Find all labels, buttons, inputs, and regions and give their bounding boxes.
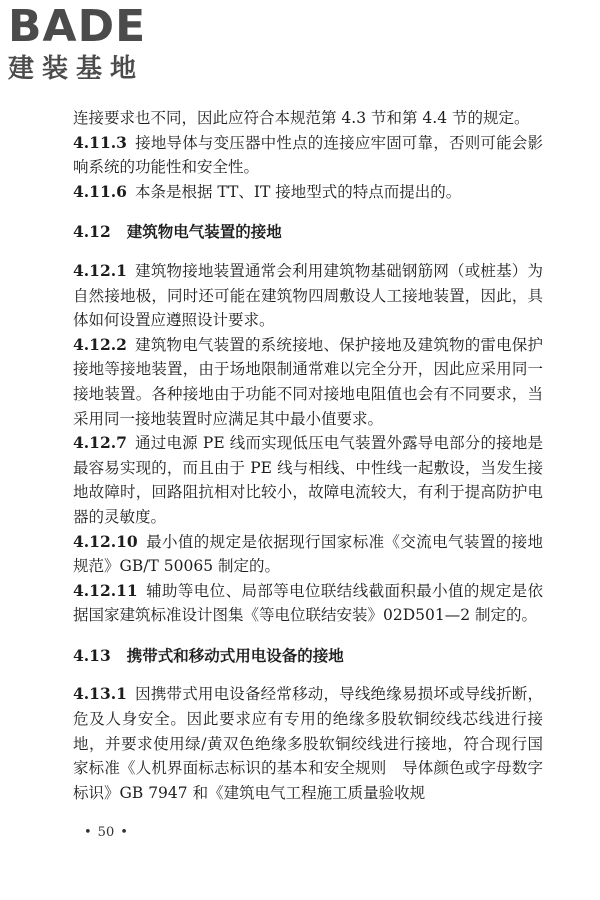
clause-paragraph	[73, 259, 543, 333]
section-heading	[73, 644, 543, 669]
clause-number: 4.12.1	[73, 260, 127, 280]
clause-paragraph	[73, 106, 543, 131]
clause-number: 4.12.2	[73, 334, 127, 354]
clause-text: 因携带式用电设备经常移动，导线绝缘易损坏或导线折断，危及人身安全。因此要求应有专用的绝缘多股软铜绞线芯线进行接地，并要求使用绿/黄双色绝缘多股软铜绞线进行接地，符合现行国家标准《人机界面标志标识的基本和安全规则 导体颜色或字母数字标识》GB 7947 和《建筑电气工程施工质量验收规	[73, 685, 543, 802]
clause-text: 本条是根据 TT、IT 接地型式的特点而提出的。	[134, 182, 462, 201]
section-number: 4.12	[73, 222, 111, 242]
clause-text: 辅助等电位、局部等电位联结线截面积最小值的规定是依据国家建筑标准设计图集《等电位联结安装》02D501—2 制定的。	[73, 581, 543, 625]
clause-paragraph	[73, 579, 543, 628]
clause-text: 最小值的规定是依据现行国家标准《交流电气装置的接地规范》GB/T 50065 制定的。	[73, 532, 543, 576]
clause-text: 接地导体与变压器中性点的连接应牢固可靠，否则可能会影响系统的功能性和安全性。	[73, 133, 543, 177]
bade-logo	[8, 1, 178, 86]
section-title: 建筑物电气装置的接地	[126, 222, 282, 242]
clause-paragraph	[73, 530, 543, 579]
clause-paragraph	[73, 682, 543, 805]
clause-number: 4.12.11	[73, 580, 138, 600]
clause-paragraph	[73, 431, 543, 529]
page-number: • 50 •	[84, 825, 128, 840]
clause-paragraph	[73, 180, 543, 205]
clause-text: 建筑物电气装置的系统接地、保护接地及建筑物的雷电保护接地等接地装置，由于场地限制通常难以完全分开，因此应采用同一接地装置。各种接地由于功能不同对接地电阻值也会有不同要求，当采用同一接地装置时应满足其中最小值要求。	[73, 335, 543, 428]
clause-number: 4.13.1	[73, 684, 127, 704]
clause-text: 建筑物接地装置通常会利用建筑物基础钢筋网（或桩基）为自然接地极，同时还可能在建筑物四周敷设人工接地装置，因此，具体如何设置应遵照设计要求。	[73, 261, 543, 330]
clause-text: 通过电源 PE 线而实现低压电气装置外露导电部分的接地是最容易实现的，而且由于 PE 线与相线、中性线一起敷设，当发生接地故障时，回路阻抗相对比较小，故障电流较大，有利于提高防护电器的灵敏度。	[73, 434, 543, 526]
section-heading	[73, 220, 543, 245]
page-body	[73, 106, 543, 805]
section-number: 4.13	[73, 645, 111, 665]
clause-paragraph	[73, 333, 543, 431]
clause-paragraph	[73, 131, 543, 180]
logo-wordmark: BADE	[8, 1, 147, 52]
page-number-value: 50	[97, 825, 115, 840]
section-title: 携带式和移动式用电设备的接地	[126, 645, 344, 665]
clause-number: 4.11.6	[73, 181, 127, 201]
clause-number: 4.11.3	[73, 132, 127, 152]
clause-number: 4.12.10	[73, 531, 138, 551]
logo-subtitle: 建装基地	[8, 54, 145, 84]
clause-text: 连接要求也不同，因此应符合本规范第 4.3 节和第 4.4 节的规定。	[73, 109, 530, 127]
clause-number: 4.12.7	[73, 433, 127, 453]
